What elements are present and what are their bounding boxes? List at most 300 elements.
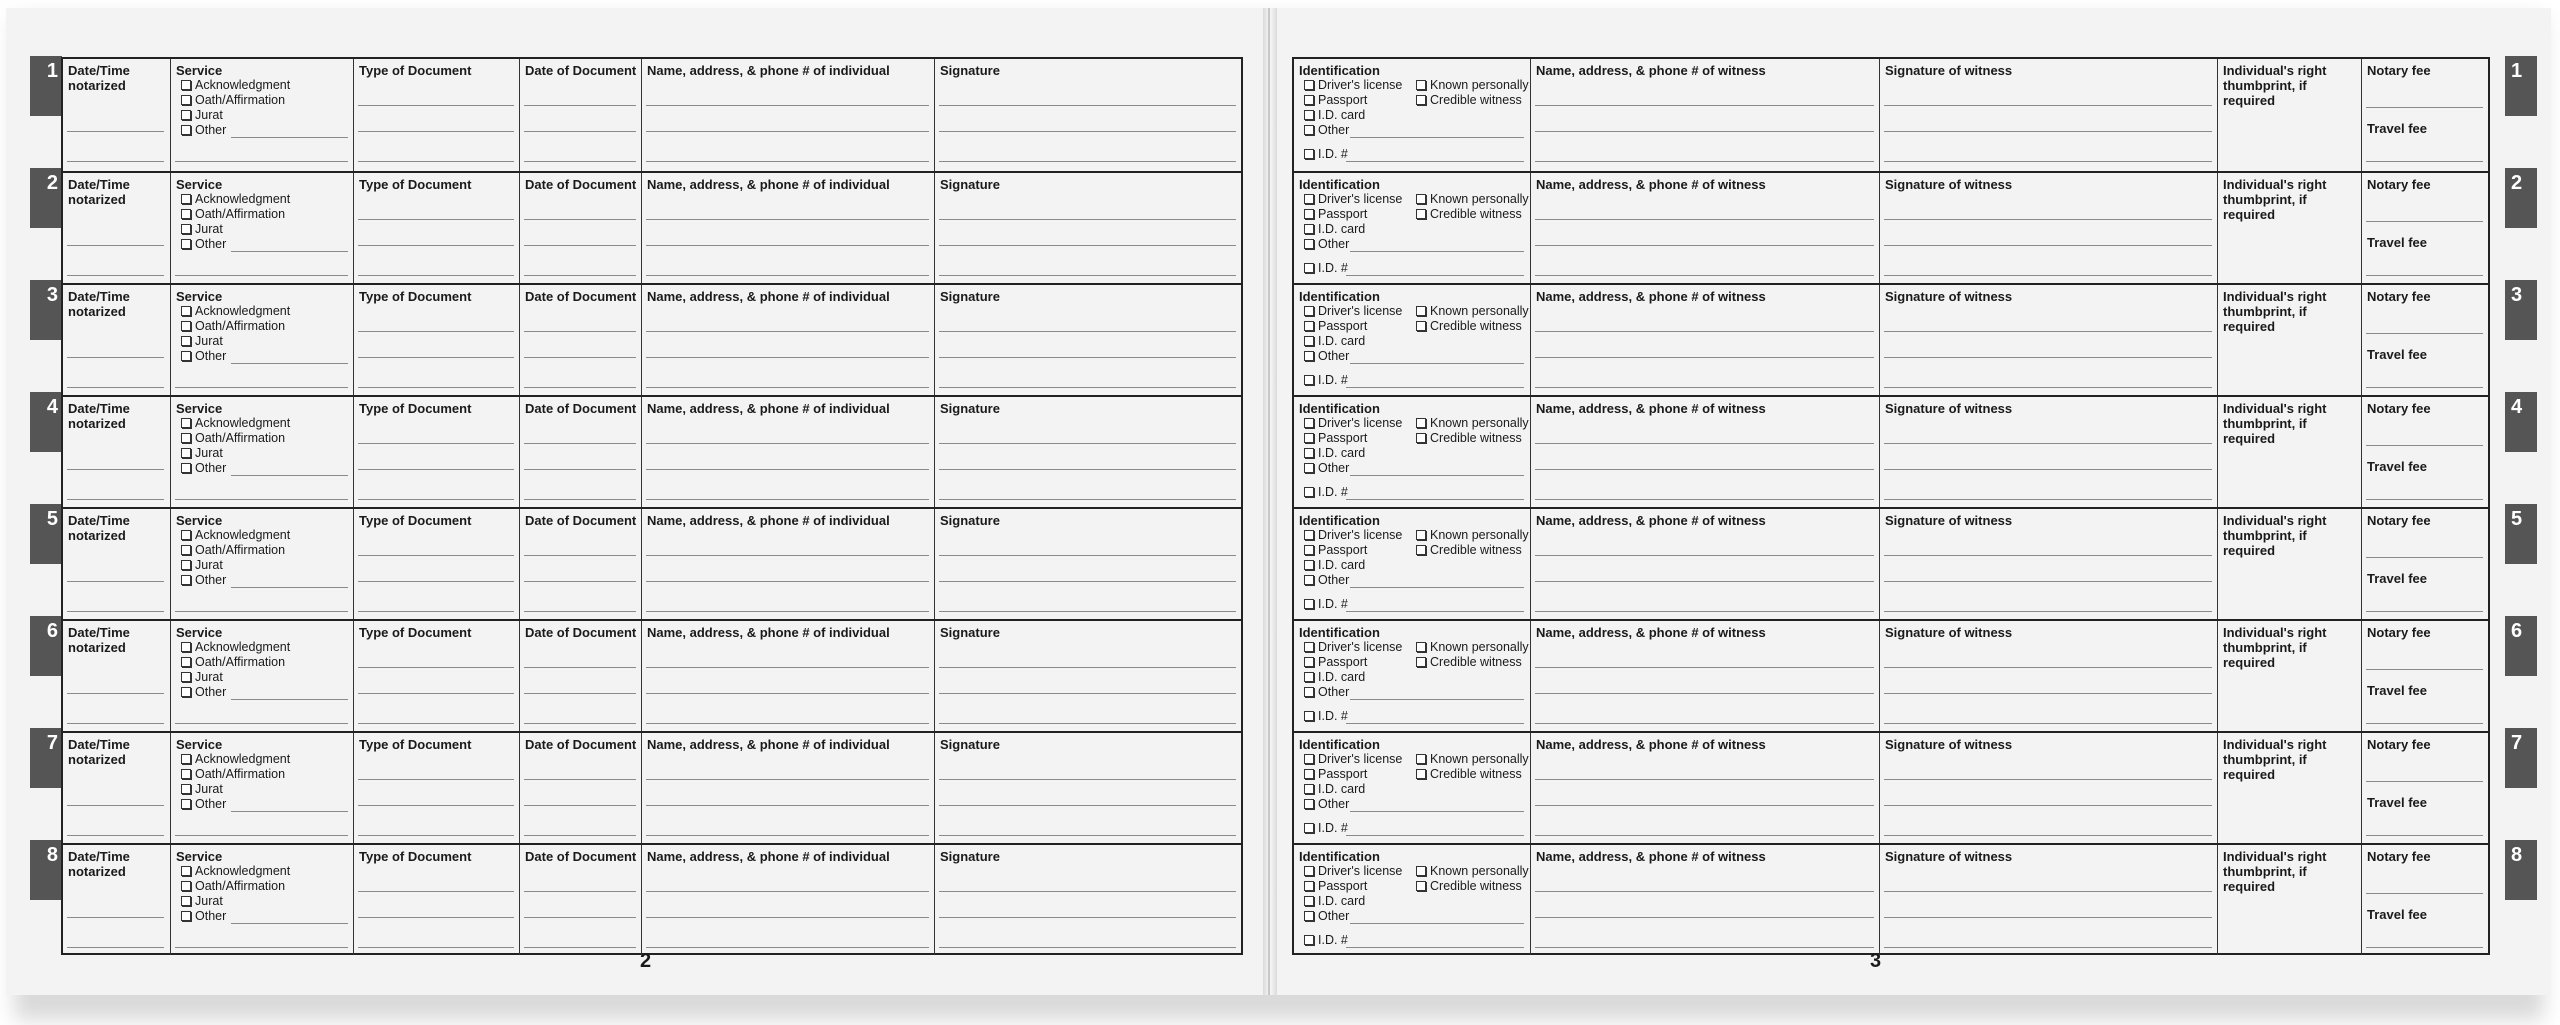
service-option[interactable] — [181, 543, 285, 558]
id-option[interactable] — [1304, 685, 1349, 700]
service-option[interactable] — [181, 670, 223, 685]
fee-cell[interactable] — [2361, 621, 2488, 731]
document-type-cell[interactable] — [353, 845, 519, 955]
write-in-line — [2366, 893, 2483, 894]
service-option[interactable] — [181, 894, 223, 909]
row-number-tab: 1 — [2505, 56, 2537, 116]
id-option[interactable] — [1416, 431, 1522, 446]
write-in-line — [1346, 161, 1524, 162]
write-in-line — [939, 387, 1236, 388]
document-date-cell[interactable] — [519, 845, 641, 955]
id-number-label: I.D. # — [1318, 485, 1348, 499]
date-label: Date of Document — [525, 177, 637, 192]
service-option[interactable] — [181, 685, 226, 700]
datetime-cell[interactable] — [63, 173, 170, 283]
witness-signature-cell[interactable] — [1879, 173, 2217, 283]
service-option[interactable] — [181, 864, 290, 879]
datetime-cell[interactable] — [63, 397, 170, 507]
id-option[interactable] — [1304, 446, 1365, 461]
checkbox-icon — [181, 418, 191, 428]
fee-cell[interactable] — [2361, 845, 2488, 955]
individual-info-cell[interactable] — [641, 733, 934, 843]
identification-cell[interactable] — [1294, 59, 1530, 171]
service-option[interactable] — [181, 752, 290, 767]
write-in-line — [646, 331, 929, 332]
write-in-line — [1535, 581, 1874, 582]
write-in-line — [231, 811, 348, 812]
write-in-line — [524, 835, 636, 836]
individual-info-cell[interactable] — [641, 59, 934, 171]
witness-signature-cell[interactable] — [1879, 621, 2217, 731]
thumbprint-label: Individual's right thumbprint, if required — [2223, 401, 2327, 446]
datetime-cell[interactable] — [63, 59, 170, 171]
write-in-line — [231, 363, 348, 364]
write-in-line — [358, 779, 514, 780]
fee-cell[interactable] — [2361, 59, 2488, 171]
id-option[interactable] — [1304, 207, 1367, 222]
signature-cell[interactable] — [934, 733, 1241, 843]
individual-info-cell[interactable] — [641, 845, 934, 955]
option-label: I.D. card — [1318, 894, 1366, 908]
witness_signature-label: Signature of witness — [1885, 401, 2013, 416]
id-option[interactable] — [1416, 207, 1522, 222]
identification-cell[interactable] — [1294, 733, 1530, 843]
witness-signature-cell[interactable] — [1879, 59, 2217, 171]
id-number-field[interactable] — [1304, 821, 1348, 836]
write-in-line — [175, 499, 348, 500]
document-type-cell[interactable] — [353, 621, 519, 731]
id-option[interactable] — [1416, 93, 1522, 108]
checkbox-icon — [1416, 306, 1426, 316]
service-option[interactable] — [181, 78, 290, 93]
service-option[interactable] — [181, 222, 223, 237]
identification-cell[interactable] — [1294, 173, 1530, 283]
service-option[interactable] — [181, 782, 223, 797]
thumbprint-cell[interactable] — [2217, 845, 2361, 955]
checkbox-icon — [1416, 754, 1426, 764]
service-cell[interactable] — [170, 397, 353, 507]
datetime-label: Date/Time notarized — [68, 289, 130, 319]
service-option[interactable] — [181, 461, 226, 476]
travel-fee-label: Travel fee — [2367, 459, 2427, 474]
checkbox-icon — [1304, 657, 1314, 667]
document-type-cell[interactable] — [353, 59, 519, 171]
id-number-field[interactable] — [1304, 709, 1348, 724]
service-cell[interactable] — [170, 59, 353, 171]
signature-cell[interactable] — [934, 397, 1241, 507]
id-option[interactable] — [1304, 782, 1365, 797]
option-label: I.D. card — [1318, 782, 1366, 796]
id-option[interactable] — [1304, 349, 1349, 364]
write-in-line — [1884, 947, 2212, 948]
id-option[interactable] — [1416, 416, 1529, 431]
id-number-label: I.D. # — [1318, 147, 1348, 161]
write-in-line — [1884, 331, 2212, 332]
write-in-line — [1346, 723, 1524, 724]
checkbox-icon — [1304, 599, 1314, 609]
document-type-cell[interactable] — [353, 397, 519, 507]
identification-cell[interactable] — [1294, 845, 1530, 955]
option-label: Other — [1318, 685, 1350, 699]
service-option[interactable] — [181, 304, 290, 319]
write-in-line — [524, 581, 636, 582]
id-option[interactable] — [1304, 93, 1367, 108]
write-in-line — [1884, 581, 2212, 582]
write-in-line — [646, 581, 929, 582]
thumbprint-cell[interactable] — [2217, 59, 2361, 171]
witness-signature-cell[interactable] — [1879, 845, 2217, 955]
write-in-line — [1535, 245, 1874, 246]
document-date-cell[interactable] — [519, 733, 641, 843]
write-in-line — [1884, 723, 2212, 724]
identification-cell[interactable] — [1294, 397, 1530, 507]
row-number-tab: 3 — [2505, 280, 2537, 340]
witness-info-cell[interactable] — [1530, 285, 1879, 395]
id-option[interactable] — [1416, 879, 1522, 894]
service-option[interactable] — [181, 558, 223, 573]
document-type-cell[interactable] — [353, 173, 519, 283]
id-option[interactable] — [1416, 864, 1529, 879]
identification-cell[interactable] — [1294, 509, 1530, 619]
service-option[interactable] — [181, 108, 223, 123]
fee-cell[interactable] — [2361, 285, 2488, 395]
notary_fee-label: Notary fee — [2367, 401, 2431, 416]
id-option[interactable] — [1304, 670, 1365, 685]
id-number-label: I.D. # — [1318, 597, 1348, 611]
id-option[interactable] — [1416, 767, 1522, 782]
service-option[interactable] — [181, 446, 223, 461]
document-type-cell[interactable] — [353, 509, 519, 619]
service-option[interactable] — [181, 528, 290, 543]
option-label: Acknowledgment — [195, 640, 291, 654]
witness-info-cell[interactable] — [1530, 173, 1879, 283]
checkbox-icon — [1304, 463, 1314, 473]
document-date-cell[interactable] — [519, 397, 641, 507]
id-option[interactable] — [1304, 797, 1349, 812]
witness-info-cell[interactable] — [1530, 845, 1879, 955]
option-label: Other — [1318, 123, 1350, 137]
signature-cell[interactable] — [934, 621, 1241, 731]
checkbox-icon — [1304, 448, 1314, 458]
id-option[interactable] — [1304, 304, 1402, 319]
service-option[interactable] — [181, 123, 226, 138]
thumbprint-cell[interactable] — [2217, 509, 2361, 619]
id-option[interactable] — [1416, 655, 1522, 670]
write-in-line — [358, 555, 514, 556]
row-number-tab: 8 — [2505, 840, 2537, 900]
signature-cell[interactable] — [934, 845, 1241, 955]
fee-cell[interactable] — [2361, 397, 2488, 507]
document-date-cell[interactable] — [519, 509, 641, 619]
witness-info-cell[interactable] — [1530, 397, 1879, 507]
signature-label: Signature — [940, 63, 1000, 78]
write-in-line — [2366, 781, 2483, 782]
service-label: Service — [176, 63, 223, 78]
option-label: Jurat — [195, 108, 223, 122]
document-date-cell[interactable] — [519, 59, 641, 171]
checkbox-icon — [1304, 784, 1314, 794]
write-in-line — [1346, 387, 1524, 388]
write-in-line — [524, 917, 636, 918]
write-in-line — [524, 611, 636, 612]
id-option[interactable] — [1304, 543, 1367, 558]
write-in-line — [67, 499, 164, 500]
service-option[interactable] — [181, 319, 285, 334]
write-in-line — [358, 387, 514, 388]
service-option[interactable] — [181, 192, 290, 207]
checkbox-icon — [181, 433, 191, 443]
document-type-cell[interactable] — [353, 285, 519, 395]
datetime-label: Date/Time notarized — [68, 513, 130, 543]
service-option[interactable] — [181, 640, 290, 655]
service-option[interactable] — [181, 349, 226, 364]
write-in-line — [939, 105, 1236, 106]
service-option[interactable] — [181, 909, 226, 924]
notary_fee-label: Notary fee — [2367, 737, 2431, 752]
write-in-line — [175, 387, 348, 388]
checkbox-icon — [1304, 194, 1314, 204]
checkbox-icon — [1304, 149, 1314, 159]
id-number-field[interactable] — [1304, 485, 1348, 500]
checkbox-icon — [1304, 239, 1314, 249]
identification-cell[interactable] — [1294, 285, 1530, 395]
service-option[interactable] — [181, 767, 285, 782]
checkbox-icon — [181, 911, 191, 921]
checkbox-icon — [181, 881, 191, 891]
option-label: Credible witness — [1430, 767, 1522, 781]
signature-cell[interactable] — [934, 59, 1241, 171]
checkbox-icon — [1416, 657, 1426, 667]
witness_signature-label: Signature of witness — [1885, 289, 2013, 304]
service-option[interactable] — [181, 416, 290, 431]
id-option[interactable] — [1304, 319, 1367, 334]
write-in-line — [939, 667, 1236, 668]
id-option[interactable] — [1304, 222, 1365, 237]
id-number-field[interactable] — [1304, 261, 1348, 276]
id-option[interactable] — [1304, 192, 1402, 207]
write-in-line — [2366, 947, 2483, 948]
thumbprint-cell[interactable] — [2217, 733, 2361, 843]
checkbox-icon — [1416, 321, 1426, 331]
witness-info-cell[interactable] — [1530, 509, 1879, 619]
id-option[interactable] — [1304, 123, 1349, 138]
row-number-tab: 6 — [2505, 616, 2537, 676]
option-label: Jurat — [195, 222, 223, 236]
thumbprint-label: Individual's right thumbprint, if required — [2223, 177, 2327, 222]
service-option[interactable] — [181, 93, 285, 108]
thumbprint-cell[interactable] — [2217, 285, 2361, 395]
write-in-line — [1535, 611, 1874, 612]
checkbox-icon — [181, 784, 191, 794]
datetime-cell[interactable] — [63, 621, 170, 731]
write-in-line — [1535, 723, 1874, 724]
fee-cell[interactable] — [2361, 173, 2488, 283]
service-option[interactable] — [181, 237, 226, 252]
write-in-line — [2366, 387, 2483, 388]
signature-cell[interactable] — [934, 173, 1241, 283]
id-option[interactable] — [1304, 461, 1349, 476]
write-in-line — [231, 699, 348, 700]
signature-cell[interactable] — [934, 285, 1241, 395]
witness-signature-cell[interactable] — [1879, 509, 2217, 619]
witness-signature-cell[interactable] — [1879, 285, 2217, 395]
option-label: Driver's license — [1318, 78, 1403, 92]
checkbox-icon — [181, 545, 191, 555]
id-option[interactable] — [1304, 528, 1402, 543]
datetime-label: Date/Time notarized — [68, 737, 130, 767]
witness-signature-cell[interactable] — [1879, 733, 2217, 843]
signature-cell[interactable] — [934, 509, 1241, 619]
checkbox-icon — [1304, 530, 1314, 540]
witness_signature-label: Signature of witness — [1885, 63, 2013, 78]
id-option[interactable] — [1304, 431, 1367, 446]
witness-signature-cell[interactable] — [1879, 397, 2217, 507]
checkbox-icon — [181, 463, 191, 473]
document-date-cell[interactable] — [519, 285, 641, 395]
id-option[interactable] — [1416, 192, 1529, 207]
service-cell[interactable] — [170, 621, 353, 731]
type-label: Type of Document — [359, 513, 472, 528]
checkbox-icon — [1304, 351, 1314, 361]
individual-info-cell[interactable] — [641, 285, 934, 395]
write-in-line — [524, 693, 636, 694]
option-label: Other — [195, 909, 227, 923]
write-in-line — [175, 723, 348, 724]
write-in-line — [1535, 555, 1874, 556]
datetime-cell[interactable] — [63, 509, 170, 619]
row-number-tab: 7 — [2505, 728, 2537, 788]
option-label: Other — [1318, 797, 1350, 811]
checkbox-icon — [1416, 769, 1426, 779]
service-option[interactable] — [181, 573, 226, 588]
type-label: Type of Document — [359, 289, 472, 304]
service-option[interactable] — [181, 879, 285, 894]
option-label: Passport — [1318, 93, 1368, 107]
service-cell[interactable] — [170, 285, 353, 395]
individual-info-cell[interactable] — [641, 173, 934, 283]
fee-cell[interactable] — [2361, 733, 2488, 843]
datetime-cell[interactable] — [63, 285, 170, 395]
thumbprint-cell[interactable] — [2217, 621, 2361, 731]
id-option[interactable] — [1304, 416, 1402, 431]
id-number-field[interactable] — [1304, 933, 1348, 948]
witness-info-cell[interactable] — [1530, 621, 1879, 731]
service-cell[interactable] — [170, 845, 353, 955]
checkbox-icon — [1416, 95, 1426, 105]
individual-info-cell[interactable] — [641, 621, 934, 731]
write-in-line — [524, 275, 636, 276]
write-in-line — [1535, 387, 1874, 388]
write-in-line — [939, 161, 1236, 162]
write-in-line — [1884, 387, 2212, 388]
id-option[interactable] — [1304, 558, 1365, 573]
id-option[interactable] — [1304, 894, 1365, 909]
id-option[interactable] — [1304, 752, 1402, 767]
datetime-cell[interactable] — [63, 845, 170, 955]
id-option[interactable] — [1304, 864, 1402, 879]
id-number-field[interactable] — [1304, 597, 1348, 612]
option-label: Acknowledgment — [195, 864, 291, 878]
fee-cell[interactable] — [2361, 509, 2488, 619]
id-option[interactable] — [1304, 640, 1402, 655]
service-cell[interactable] — [170, 509, 353, 619]
id-option[interactable] — [1416, 319, 1522, 334]
document-date-cell[interactable] — [519, 173, 641, 283]
write-in-line — [358, 723, 514, 724]
id-option[interactable] — [1304, 767, 1367, 782]
id-option[interactable] — [1416, 543, 1522, 558]
id-option[interactable] — [1304, 909, 1349, 924]
id-option[interactable] — [1416, 78, 1529, 93]
id-option[interactable] — [1304, 334, 1365, 349]
id-option[interactable] — [1304, 573, 1349, 588]
witness_signature-label: Signature of witness — [1885, 737, 2013, 752]
id-option[interactable] — [1416, 528, 1529, 543]
write-in-line — [358, 611, 514, 612]
identification-label: Identification — [1299, 63, 1380, 78]
journal-entry-row — [63, 507, 1241, 619]
service-cell[interactable] — [170, 173, 353, 283]
id-option[interactable] — [1304, 237, 1349, 252]
id-option[interactable] — [1416, 640, 1529, 655]
write-in-line — [67, 275, 164, 276]
thumbprint-cell[interactable] — [2217, 173, 2361, 283]
witness-info-cell[interactable] — [1530, 59, 1879, 171]
write-in-line — [939, 891, 1236, 892]
witness-info-cell[interactable] — [1530, 733, 1879, 843]
service-option[interactable] — [181, 655, 285, 670]
write-in-line — [1884, 555, 2212, 556]
right-page — [1270, 8, 2551, 995]
id-option[interactable] — [1304, 655, 1367, 670]
id-option[interactable] — [1304, 879, 1367, 894]
id-option[interactable] — [1304, 108, 1365, 123]
id-option[interactable] — [1416, 304, 1529, 319]
service-option[interactable] — [181, 334, 223, 349]
service-option[interactable] — [181, 207, 285, 222]
journal-grid-right — [1292, 57, 2490, 955]
write-in-line — [939, 947, 1236, 948]
write-in-line — [646, 693, 929, 694]
individual-info-cell[interactable] — [641, 397, 934, 507]
document-type-cell[interactable] — [353, 733, 519, 843]
write-in-line — [231, 251, 348, 252]
service-cell[interactable] — [170, 733, 353, 843]
checkbox-icon — [181, 769, 191, 779]
checkbox-icon — [181, 642, 191, 652]
id-number-field[interactable] — [1304, 373, 1348, 388]
write-in-line — [2366, 723, 2483, 724]
left-page — [6, 8, 1270, 995]
individual-info-cell[interactable] — [641, 509, 934, 619]
identification-cell[interactable] — [1294, 621, 1530, 731]
document-date-cell[interactable] — [519, 621, 641, 731]
travel-fee-label: Travel fee — [2367, 907, 2427, 922]
service-option[interactable] — [181, 431, 285, 446]
write-in-line — [231, 137, 348, 138]
write-in-line — [1535, 219, 1874, 220]
id-option[interactable] — [1304, 78, 1402, 93]
service-option[interactable] — [181, 797, 226, 812]
write-in-line — [939, 611, 1236, 612]
checkbox-icon — [1304, 336, 1314, 346]
type-label: Type of Document — [359, 401, 472, 416]
thumbprint-cell[interactable] — [2217, 397, 2361, 507]
id-number-field[interactable] — [1304, 147, 1348, 162]
datetime-cell[interactable] — [63, 733, 170, 843]
id-option[interactable] — [1416, 752, 1529, 767]
write-in-line — [358, 805, 514, 806]
